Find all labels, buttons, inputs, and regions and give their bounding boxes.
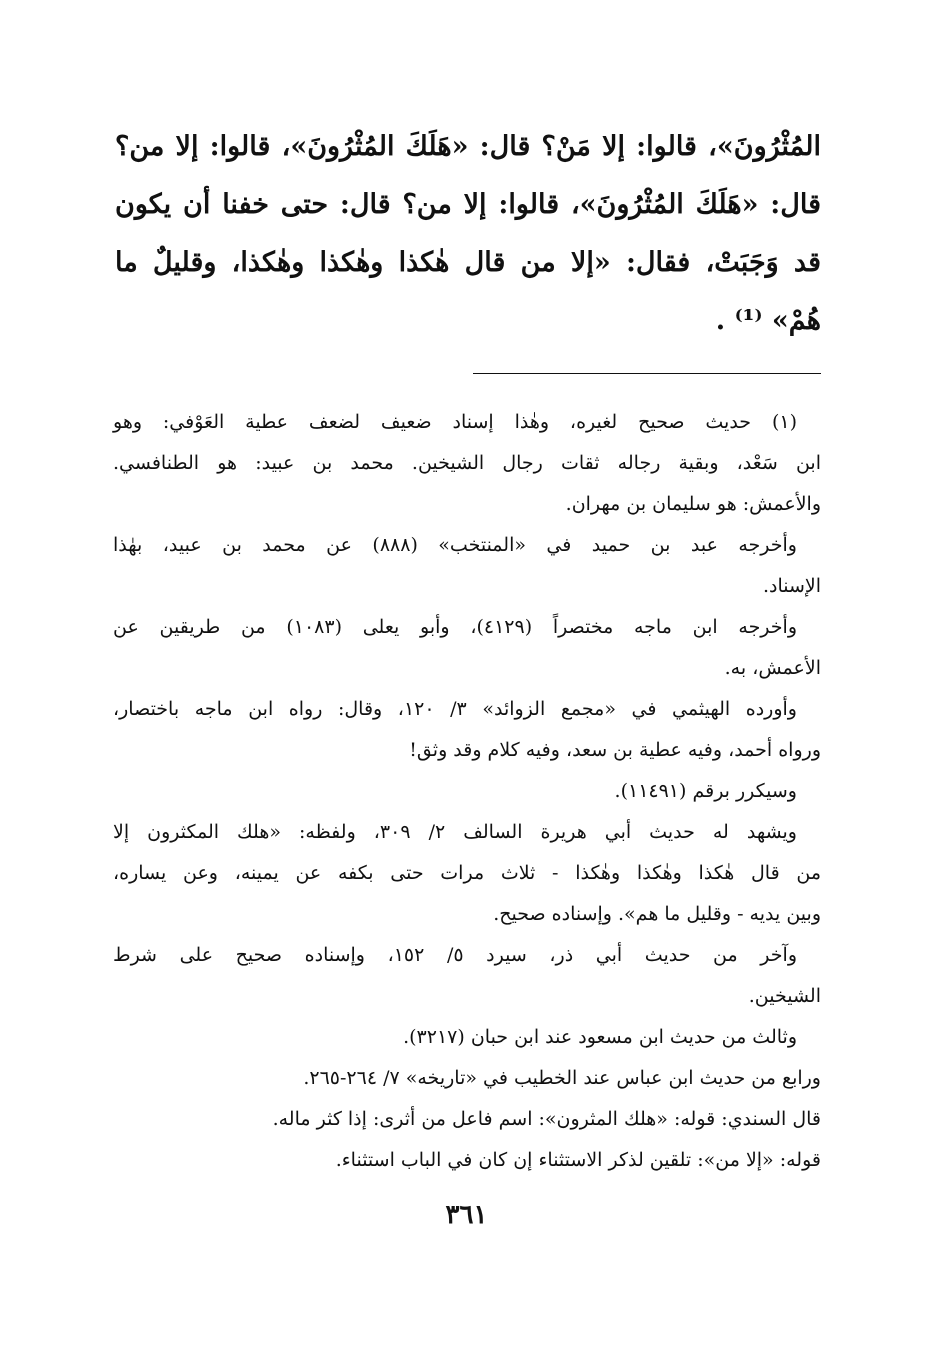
- footnote-line: وأورده الهيثمي في «مجمع الزوائد» ٣/ ١٢٠، وقال: رواه ابن ماجه باختصار،: [113, 698, 797, 720]
- footnote-line: وثالث من حديث ابن مسعود عند ابن حبان (٣٢١٧).: [403, 1026, 797, 1048]
- main-text-line: هُمْ» ⁽¹⁾ .: [715, 305, 821, 336]
- footnote-line: ابن سَعْد، وبقية رجاله ثقات رجال الشيخين. محمد بن عبيد: هو الطنافسي.: [113, 452, 821, 474]
- footnote-line: وسيكرر برقم (١١٤٩١).: [614, 780, 797, 802]
- page-number: ٣٦١: [445, 1200, 488, 1230]
- footnote-line: الإسناد.: [762, 575, 821, 597]
- footnote-line: وأخرجه عبد بن حميد في «المنتخب» (٨٨٨) عن محمد بن عبيد، بهٰذا: [113, 534, 797, 556]
- footnote-line: الأعمش، به.: [724, 657, 821, 679]
- main-text-line: المُثْرُونَ»، قالوا: إلا مَنْ؟ قال: «هَلَكَ المُثْرُونَ»، قالوا: إلا من؟: [115, 131, 821, 162]
- footnote-line: (١) حديث صحيح لغيره، وهٰذا إسناد ضعيف لضعف عطية العَوْفي: وهو: [113, 411, 797, 433]
- main-text-block: [115, 118, 821, 350]
- footnote-line: ويشهد له حديث أبي هريرة السالف ٢/ ٣٠٩، ولفظه: «هلك المكثرون إلا: [113, 821, 797, 843]
- footnote-line: وأخرجه ابن ماجه مختصراً (٤١٢٩)، وأبو يعلى (١٠٨٣) من طريقين عن: [113, 616, 797, 638]
- footnote-line: ورابع من حديث ابن عباس عند الخطيب في «تاريخه» ٧/ ٢٦٤-٢٦٥.: [303, 1067, 821, 1089]
- footnote-line: والأعمش: هو سليمان بن مهران.: [565, 493, 821, 515]
- footnote-line: وبين يديه - وقليل ما هم». وإسناده صحيح.: [493, 903, 821, 925]
- main-text-line: قال: «هَلَكَ المُثْرُونَ»، قالوا: إلا من؟ قال: حتى خفنا أن يكون: [115, 189, 821, 220]
- footnote-line: الشيخين.: [748, 985, 821, 1007]
- footnote-line: وآخر من حديث أبي ذر، سيرد ٥/ ١٥٢، وإسناده صحيح على شرط: [113, 944, 797, 966]
- footnotes-block: [113, 402, 821, 1181]
- footnote-line: قال السندي: قوله: «هلك المثرون»: اسم فاعل من أثرى: إذا كثر ماله.: [272, 1108, 821, 1130]
- footnote-line: قوله: «إلا من»: تلقين لذكر الاستثناء إن كان في الباب استثناء.: [335, 1149, 821, 1171]
- footnote-separator: [473, 373, 821, 374]
- main-text-line: قد وَجَبَتْ، فقال: «إلا من قال هٰكذا وهٰكذا وهٰكذا، وقليلٌ ما: [115, 247, 821, 278]
- footnote-line: من قال هٰكذا وهٰكذا وهٰكذا - ثلاث مرات حتى بكفه عن يمينه، وعن يساره،: [113, 862, 821, 884]
- footnote-line: ورواه أحمد، وفيه عطية بن سعد، وفيه كلام وقد وثق!: [409, 739, 821, 761]
